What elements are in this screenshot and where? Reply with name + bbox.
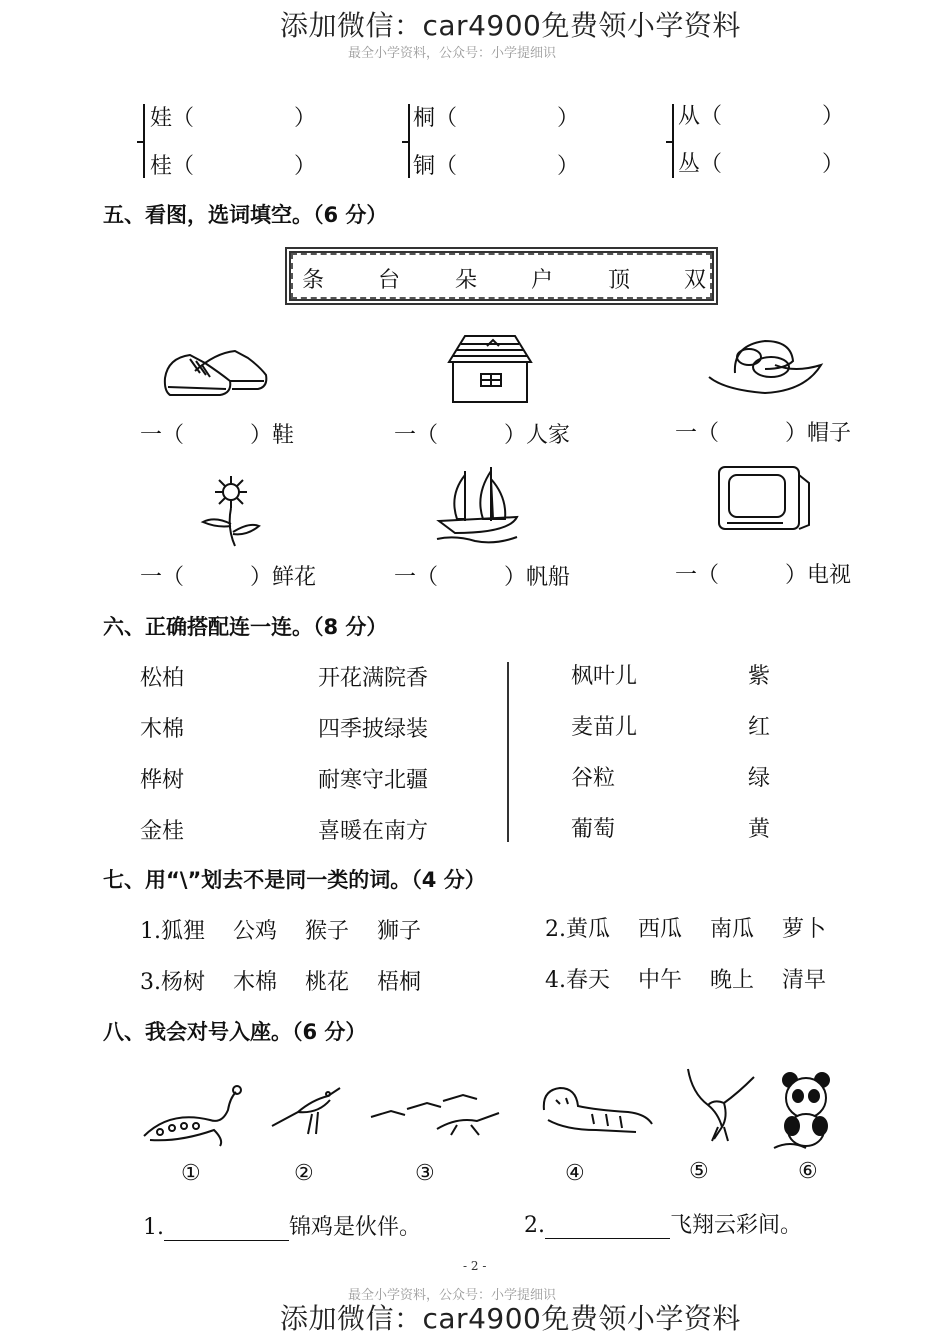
answer-blank-1[interactable] <box>164 1218 289 1241</box>
plant-1: 枫叶儿 <box>571 664 638 689</box>
measure-item-4: 一（ ）鲜花 <box>140 565 317 590</box>
measure-item-1: 一（ ）鞋 <box>140 423 295 448</box>
group1-item2: 桂（ ） <box>150 154 317 179</box>
geese-icon <box>367 1085 507 1140</box>
header-faint-text: 最全小学资料，公众号：小学提细识 <box>348 46 557 61</box>
tree-1: 松柏 <box>140 666 185 691</box>
watermark-top: 添加微信：car4900免费领小学资料 <box>280 9 741 42</box>
word-bank-box <box>285 247 718 305</box>
word-bank-5: 顶 <box>608 268 631 293</box>
group3-item1: 从（ ） <box>678 104 845 129</box>
animal-label-4: ④ <box>565 1161 585 1186</box>
tiger-icon <box>536 1080 656 1144</box>
shoes-icon <box>160 343 270 405</box>
tree-4: 金桂 <box>140 819 185 844</box>
tv-icon <box>713 463 813 537</box>
trait-1: 开花满院香 <box>318 666 429 691</box>
fill-sentence-2: 2. 飞翔云彩间。 <box>524 1213 803 1238</box>
section7-title: 七、用“\”划去不是同一类的词。（4 分） <box>103 868 486 892</box>
wagtail-icon <box>268 1078 348 1140</box>
group3-item2: 丛（ ） <box>678 152 845 177</box>
measure-item-2: 一（ ）人家 <box>394 423 571 448</box>
flower-icon <box>195 472 265 548</box>
animal-label-1: ① <box>181 1161 201 1186</box>
peacock-icon <box>140 1080 250 1148</box>
word-bank-3: 朵 <box>455 268 478 293</box>
eagle-icon <box>678 1063 760 1145</box>
group1-item1: 娃（ ） <box>150 106 317 131</box>
section6-title: 六、正确搭配连一连。（8 分） <box>103 615 388 639</box>
word-bank-2: 台 <box>378 268 401 293</box>
answer-blank-2[interactable] <box>545 1216 670 1239</box>
animal-label-5: ⑤ <box>689 1159 709 1184</box>
word-bank-4: 户 <box>531 268 554 293</box>
footer-faint-text: 最全小学资料，公众号：小学提细识 <box>348 1288 557 1303</box>
plant-3: 谷粒 <box>571 766 616 791</box>
measure-item-3: 一（ ）帽子 <box>675 421 852 446</box>
section5-title: 五、看图，选词填空。（6 分） <box>103 203 388 227</box>
tree-2: 木棉 <box>140 717 185 742</box>
measure-item-5: 一（ ）帆船 <box>394 565 571 590</box>
plant-4: 葡萄 <box>571 817 616 842</box>
odd-word-row-2: 2.黄瓜 西瓜 南瓜 萝卜 <box>545 917 827 942</box>
section8-title: 八、我会对号入座。（6 分） <box>103 1020 367 1044</box>
plant-2: 麦苗儿 <box>571 715 638 740</box>
column-divider <box>507 662 509 842</box>
watermark-bottom: 添加微信：car4900免费领小学资料 <box>280 1302 741 1335</box>
hat-icon <box>705 335 825 405</box>
panda-icon <box>770 1070 842 1152</box>
animal-label-6: ⑥ <box>798 1159 818 1184</box>
trait-4: 喜暖在南方 <box>318 819 429 844</box>
group2-item2: 铜（ ） <box>413 154 580 179</box>
tree-3: 桦树 <box>140 768 185 793</box>
color-2: 红 <box>748 715 771 740</box>
odd-word-row-1: 1.狐狸 公鸡 猴子 狮子 <box>140 919 422 944</box>
house-icon <box>445 332 535 406</box>
color-4: 黄 <box>748 817 771 842</box>
word-bank-1: 条 <box>302 268 325 293</box>
page-number: - 2 - <box>463 1259 487 1273</box>
color-3: 绿 <box>748 766 771 791</box>
word-bank-6: 双 <box>684 268 707 293</box>
odd-word-row-4: 4.春天 中午 晚上 清早 <box>545 968 827 993</box>
animal-label-3: ③ <box>415 1161 435 1186</box>
fill-sentence-1: 1. 锦鸡是伙伴。 <box>143 1215 422 1240</box>
color-1: 紫 <box>748 664 771 689</box>
trait-3: 耐寒守北疆 <box>318 768 429 793</box>
odd-word-row-3: 3.杨树 木棉 桃花 梧桐 <box>140 970 422 995</box>
trait-2: 四季披绿装 <box>318 717 429 742</box>
animal-label-2: ② <box>294 1161 314 1186</box>
measure-item-6: 一（ ）电视 <box>675 563 852 588</box>
group2-item1: 桐（ ） <box>413 106 580 131</box>
sailboat-icon <box>435 465 520 545</box>
